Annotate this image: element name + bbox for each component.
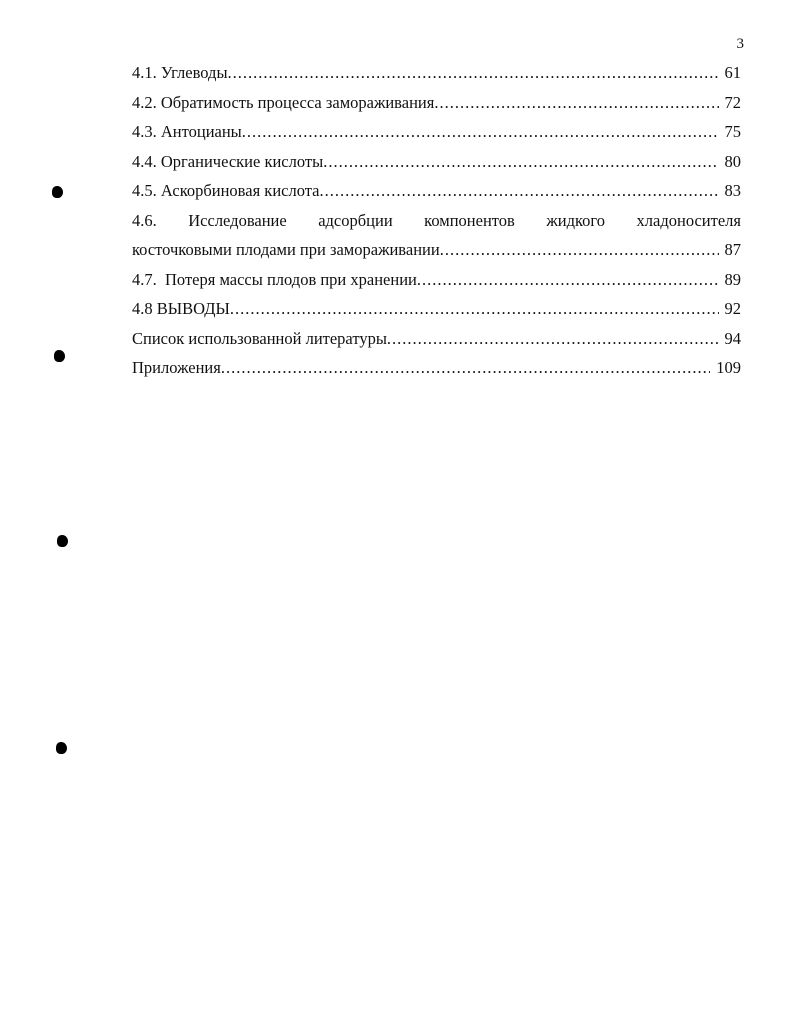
- toc-entry-title: косточковыми плодами при замораживании: [132, 240, 440, 259]
- toc-entry-multiline-second-line: [132, 235, 741, 265]
- toc-leader-dots: [434, 88, 718, 118]
- toc-entry-title: 4.2. Обратимость процесса замораживания: [132, 92, 435, 112]
- toc-word: жидкого: [546, 210, 606, 230]
- toc-entry-title: 4.3. Антоцианы: [132, 122, 242, 141]
- toc-entry: [132, 176, 741, 206]
- toc-leader-dots: [221, 353, 710, 383]
- toc-entry-title: 4.8 ВЫВОДЫ: [132, 299, 230, 318]
- toc-entry-page: 87: [724, 240, 741, 259]
- toc-leader-dots: [242, 117, 719, 147]
- toc-entry: [132, 88, 741, 118]
- punch-hole-mark: [56, 742, 67, 754]
- toc-entry-multiline-first-line: [132, 206, 741, 236]
- toc-entry-page: 75: [724, 122, 741, 141]
- toc-leader-dots: [323, 147, 718, 177]
- toc-entry: [132, 353, 741, 383]
- toc-entry-page: 109: [716, 358, 741, 377]
- toc-entry-page: 61: [724, 63, 741, 82]
- punch-hole-mark: [57, 535, 68, 547]
- toc-word: 4.6.: [132, 210, 157, 230]
- toc-leader-dots: [319, 176, 718, 206]
- table-of-contents: [132, 58, 741, 383]
- toc-entry: [132, 324, 741, 354]
- toc-entry-page: 89: [724, 269, 741, 289]
- toc-leader-dots: [417, 265, 719, 295]
- toc-word: адсорбции: [318, 210, 393, 230]
- toc-word: Исследование: [188, 210, 287, 230]
- punch-hole-mark: [54, 350, 65, 362]
- toc-leader-dots: [228, 58, 719, 88]
- toc-entry-title: Список использованной литературы: [132, 328, 387, 348]
- toc-entry-title: Приложения: [132, 358, 221, 377]
- toc-entry-page: 83: [724, 181, 741, 200]
- toc-entry-page: 94: [724, 328, 741, 348]
- toc-entry: [132, 294, 741, 324]
- page-number: 3: [736, 36, 744, 52]
- toc-entry-page: 80: [724, 151, 741, 171]
- toc-entry: [132, 147, 741, 177]
- toc-entry: [132, 117, 741, 147]
- toc-entry-page: 72: [724, 92, 741, 112]
- toc-entry-title: 4.4. Органические кислоты: [132, 151, 324, 171]
- toc-word: компонентов: [424, 210, 515, 230]
- toc-entry-page: 92: [724, 299, 741, 318]
- punch-hole-mark: [52, 186, 63, 198]
- toc-entry: [132, 265, 741, 295]
- toc-entry-title: 4.1. Углеводы: [132, 63, 228, 82]
- toc-leader-dots: [230, 294, 719, 324]
- toc-entry: [132, 58, 741, 88]
- toc-entry-title: 4.5. Аскорбиновая кислота: [132, 181, 320, 200]
- toc-leader-dots: [387, 324, 719, 354]
- toc-entry-title: 4.7. Потеря массы плодов при хранении: [132, 269, 417, 289]
- toc-word: хладоносителя: [636, 210, 741, 230]
- toc-leader-dots: [440, 235, 719, 265]
